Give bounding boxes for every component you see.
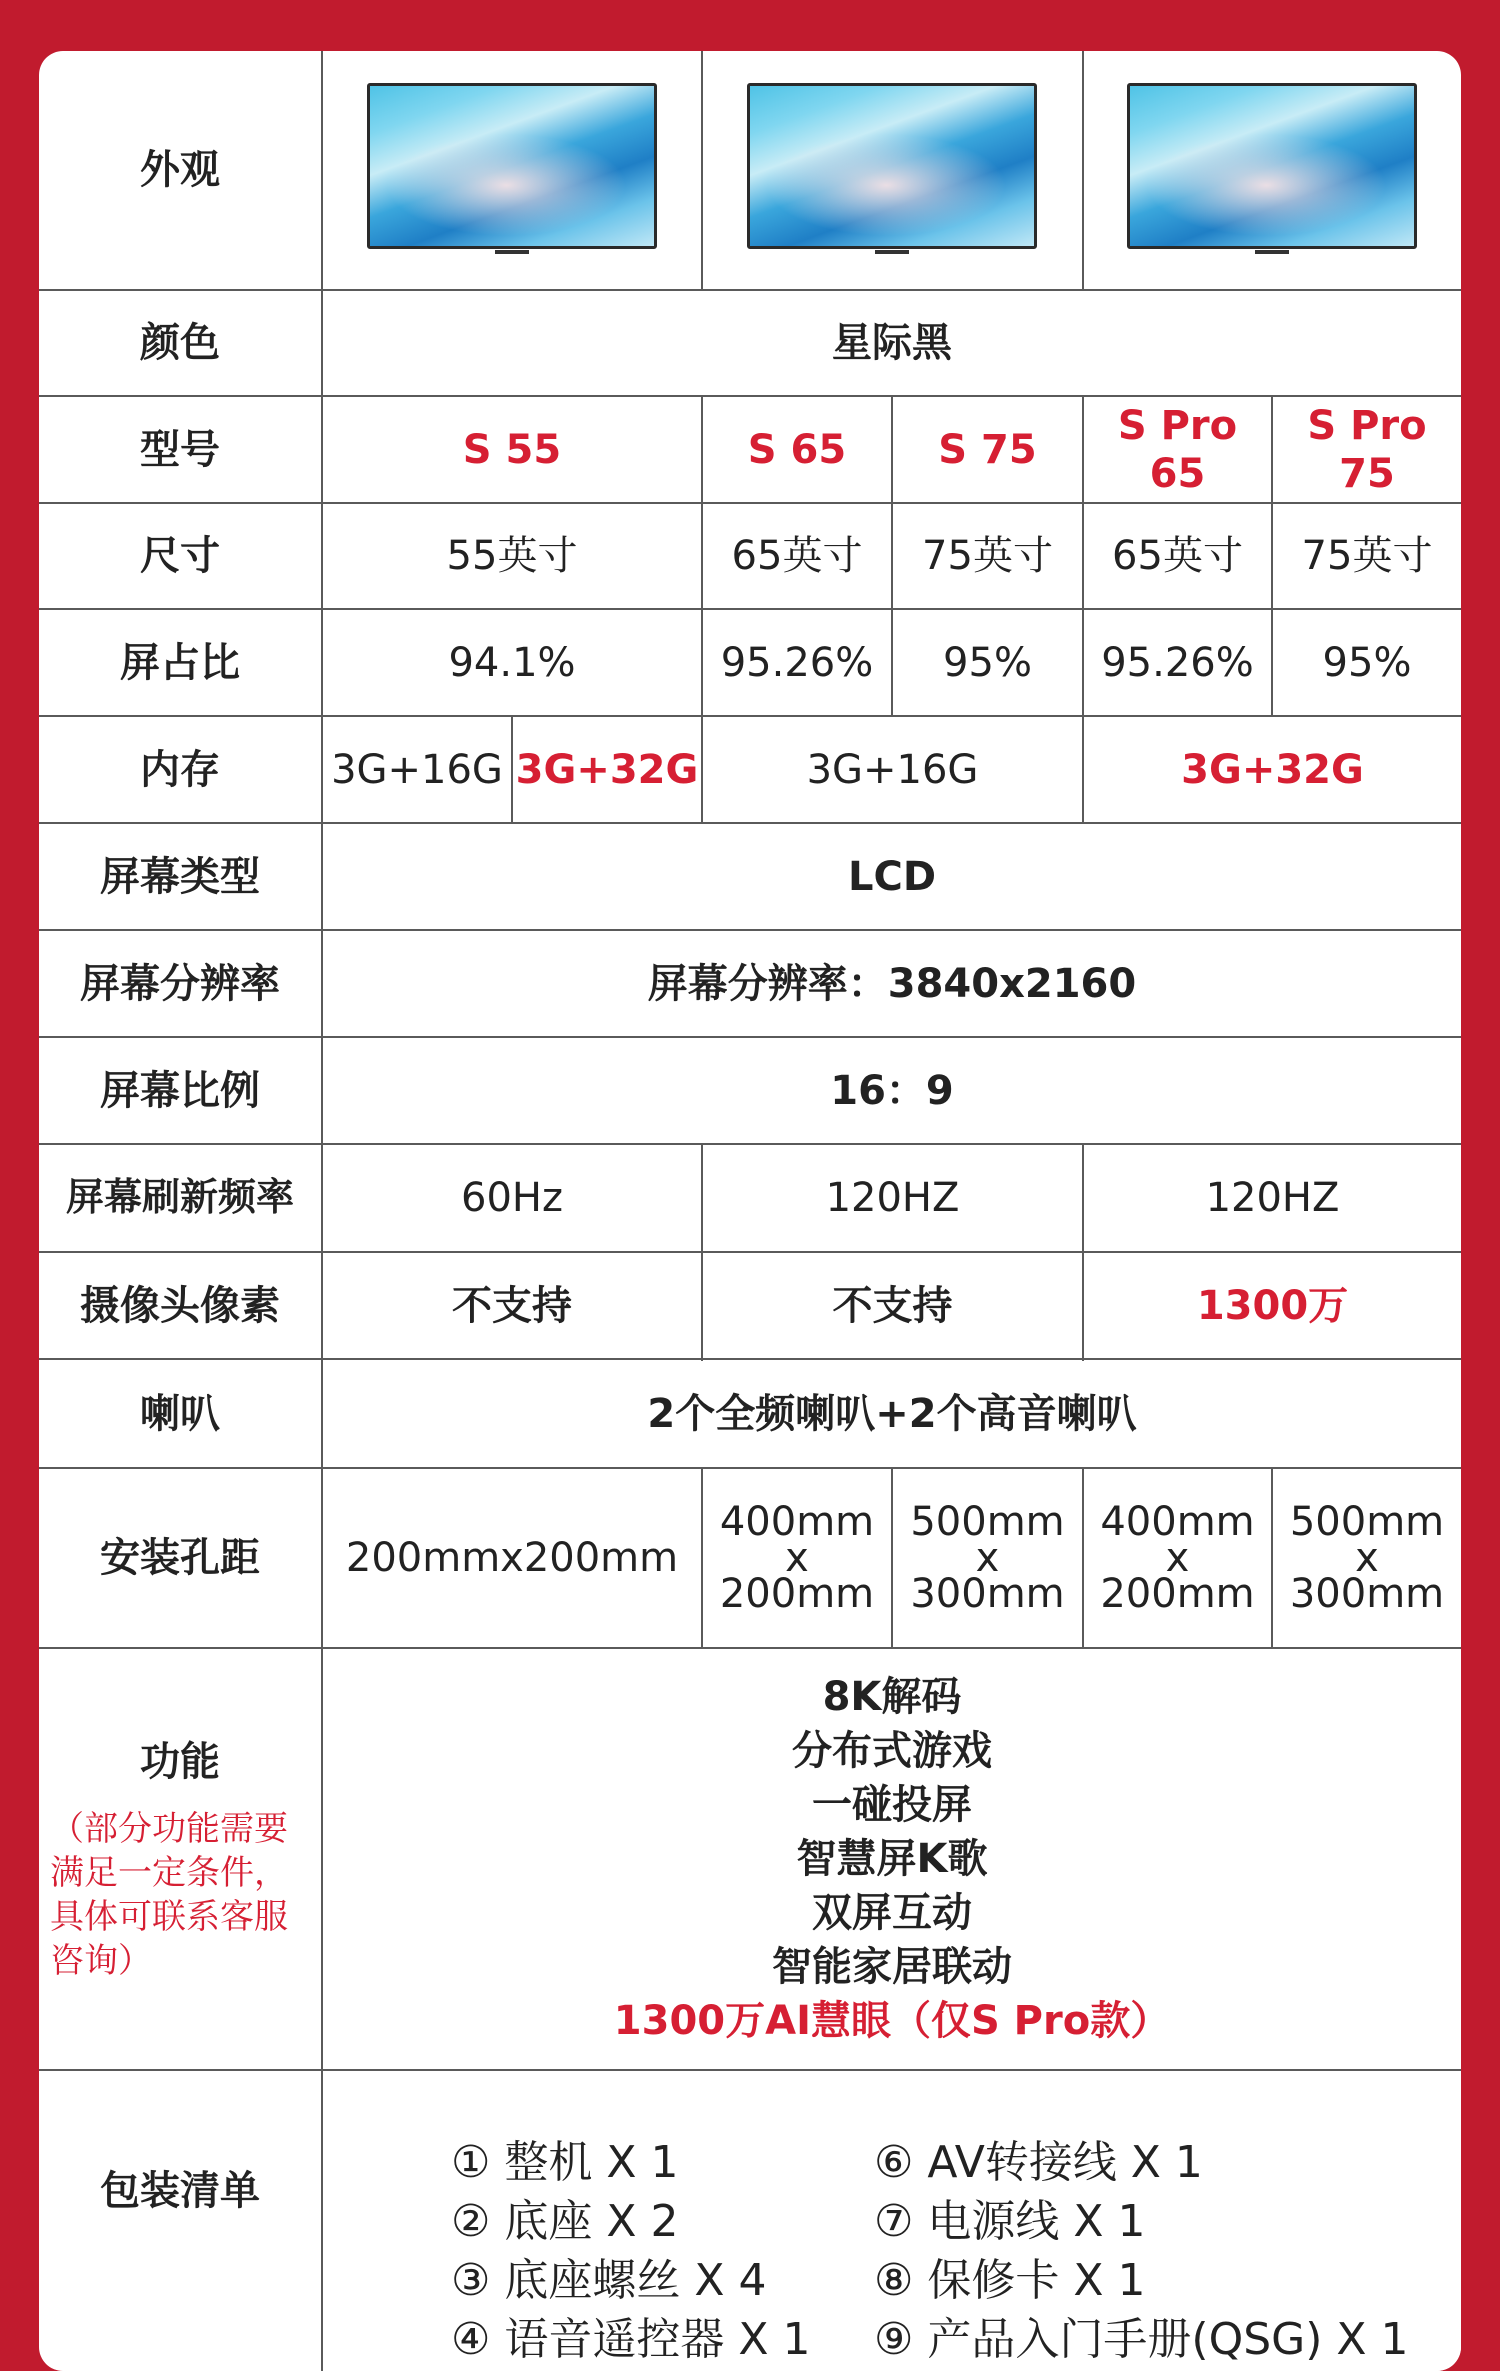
refresh-spro: 120HZ xyxy=(1205,1175,1340,1221)
row-label-appearance: 外观 xyxy=(140,147,220,193)
memory-s: 3G+16G xyxy=(703,717,1082,822)
size-spro75: 75英寸 xyxy=(1301,533,1433,579)
row-label-size: 尺寸 xyxy=(140,533,220,579)
ratio-s75: 95% xyxy=(943,639,1032,686)
feature-item: 分布式游戏 xyxy=(792,1728,992,1774)
row-label-ratio: 屏占比 xyxy=(120,639,240,686)
refresh-s55: 60Hz xyxy=(461,1175,563,1221)
aspect-value: 16：9 xyxy=(830,1067,954,1114)
package-item: ③ 底座螺丝 X 4 xyxy=(451,2255,767,2306)
package-item: ① 整机 X 1 xyxy=(451,2137,679,2188)
row-label-features xyxy=(39,1649,321,2069)
mount-s55: 200mmx200mm xyxy=(345,1535,679,1581)
row-label-speaker: 喇叭 xyxy=(140,1390,220,1437)
package-item: ② 底座 X 2 xyxy=(451,2196,679,2247)
features-label: 功能 xyxy=(140,1739,220,1785)
speaker-value: 2个全频喇叭+2个高音喇叭 xyxy=(647,1390,1137,1437)
row-label-package: 包装清单 xyxy=(100,2168,260,2214)
size-s75: 75英寸 xyxy=(922,533,1053,579)
row-label-resolution: 屏幕分辨率 xyxy=(80,960,280,1007)
mount-s65: 400mm x 200mm xyxy=(719,1499,875,1617)
model-s65: S 65 xyxy=(747,426,847,473)
tv-image-s xyxy=(367,83,657,249)
mount-spro75: 500mm x 300mm xyxy=(1289,1499,1445,1617)
row-label-color: 颜色 xyxy=(140,320,220,366)
features-note: （部分功能需要满足一定条件，具体可联系客服咨询） xyxy=(50,1809,288,1981)
model-spro75: S Pro 75 xyxy=(1307,402,1427,497)
row-label-aspect: 屏幕比例 xyxy=(100,1067,260,1114)
package-item: ⑨ 产品入门手册(QSG) X 1 xyxy=(874,2314,1409,2365)
grid-line xyxy=(1082,51,1084,291)
row-label-mount: 安装孔距 xyxy=(100,1535,260,1581)
model-spro65: S Pro 65 xyxy=(1117,402,1238,497)
feature-item: 智慧屏K歌 xyxy=(796,1836,988,1882)
package-item: ⑦ 电源线 X 1 xyxy=(874,2196,1146,2247)
size-spro65: 65英寸 xyxy=(1112,533,1243,579)
feature-highlight: 1300万AI慧眼（仅S Pro款） xyxy=(613,1998,1171,2044)
model-s75: S 75 xyxy=(938,426,1037,473)
refresh-s: 120HZ xyxy=(825,1175,960,1221)
row-label-memory: 内存 xyxy=(140,746,220,793)
mount-spro65: 400mm x 200mm xyxy=(1100,1499,1255,1617)
package-item: ④ 语音遥控器 X 1 xyxy=(451,2314,811,2365)
package-item: ⑥ AV转接线 X 1 xyxy=(874,2137,1203,2188)
row-label-refresh: 屏幕刷新频率 xyxy=(65,1175,294,1220)
memory-s55-b: 3G+32G xyxy=(515,746,699,793)
ratio-s55: 94.1% xyxy=(448,639,576,686)
grid-line xyxy=(701,51,703,291)
tv-image-s-75 xyxy=(747,83,1037,249)
feature-item: 一碰投屏 xyxy=(812,1782,972,1828)
tv-image-s-pro xyxy=(1127,83,1417,249)
ratio-spro65: 95.26% xyxy=(1101,639,1254,686)
row-label-screen-type: 屏幕类型 xyxy=(100,853,260,900)
mount-s75: 500mm x 300mm xyxy=(910,1499,1065,1617)
spec-table xyxy=(39,51,1461,2371)
camera-spro: 1300万 xyxy=(1196,1282,1349,1329)
camera-s: 不支持 xyxy=(832,1282,953,1329)
memory-s55-a: 3G+16G xyxy=(331,746,503,793)
ratio-s65: 95.26% xyxy=(720,639,874,686)
package-item: ⑧ 保修卡 X 1 xyxy=(874,2255,1146,2306)
feature-item: 智能家居联动 xyxy=(772,1944,1012,1990)
row-label-model: 型号 xyxy=(140,426,220,473)
feature-item: 双屏互动 xyxy=(812,1890,972,1936)
model-s55: S 55 xyxy=(462,426,562,473)
row-label-camera: 摄像头像素 xyxy=(80,1282,280,1329)
resolution-value: 屏幕分辨率：3840x2160 xyxy=(647,960,1137,1007)
ratio-spro75: 95% xyxy=(1322,639,1412,686)
color-value: 星际黑 xyxy=(832,320,952,366)
memory-spro: 3G+32G xyxy=(1084,717,1461,822)
features-list xyxy=(323,1649,1461,2069)
screen-type-value: LCD xyxy=(323,824,1461,929)
size-s65: 65英寸 xyxy=(731,533,863,579)
size-s55: 55英寸 xyxy=(446,533,578,579)
camera-s55: 不支持 xyxy=(452,1282,572,1329)
feature-item: 8K解码 xyxy=(822,1674,962,1720)
